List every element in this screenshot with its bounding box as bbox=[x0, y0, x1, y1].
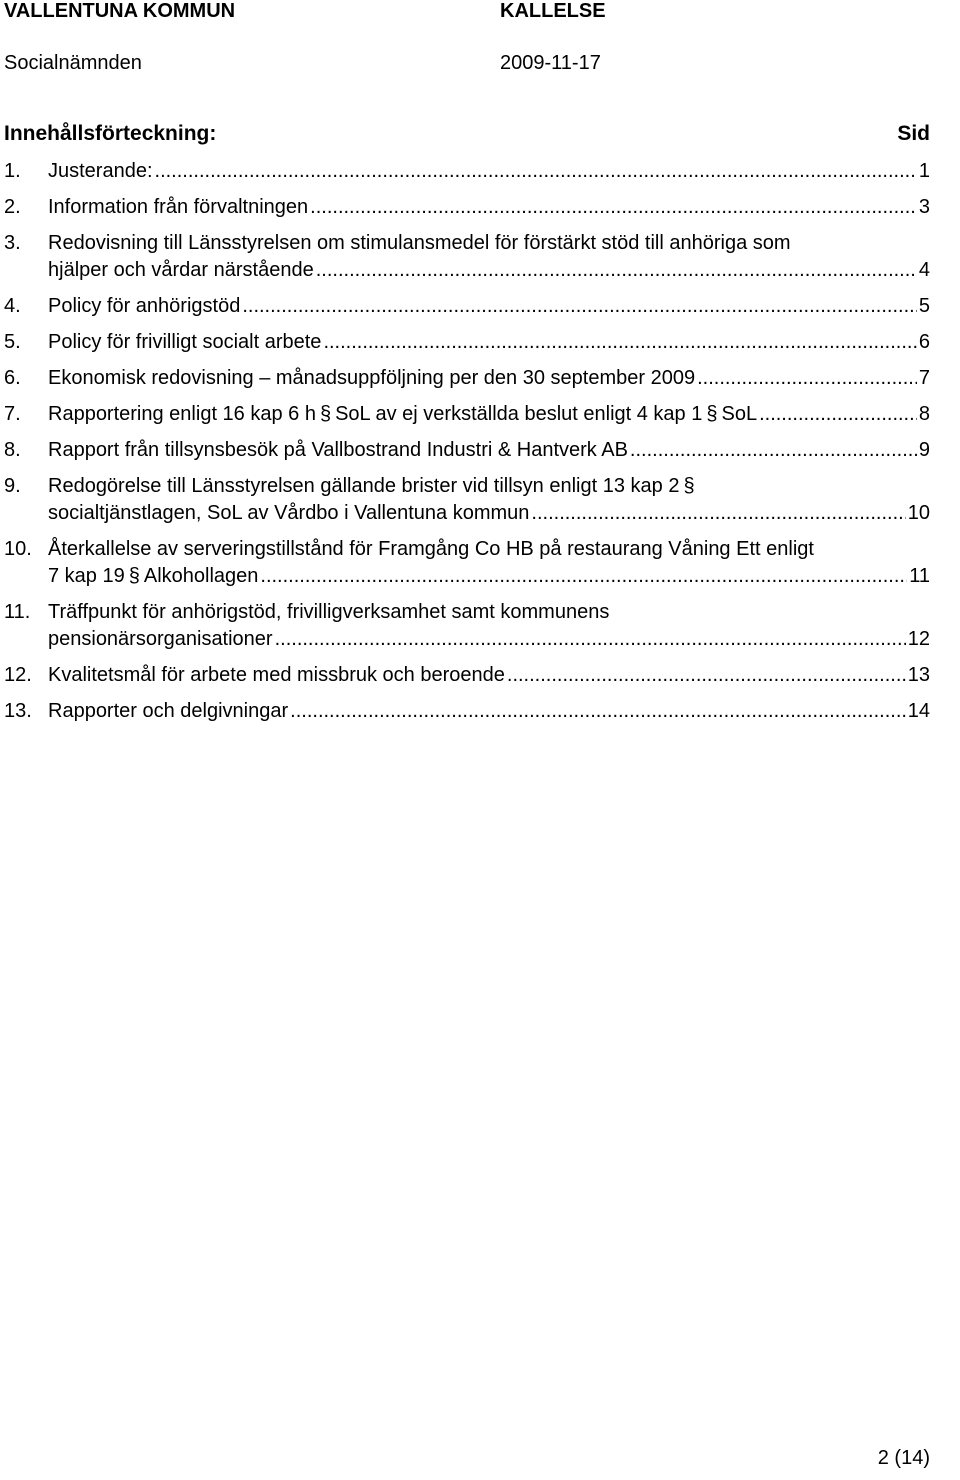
toc-entry-page: 9 bbox=[918, 439, 930, 461]
section-sign: § bbox=[128, 565, 140, 587]
toc-entry-page: 5 bbox=[918, 295, 930, 317]
toc-entry-title: Information från förvaltningen bbox=[48, 196, 309, 218]
dot-leader bbox=[290, 698, 906, 725]
section-sign: § bbox=[706, 403, 718, 425]
dot-leader bbox=[323, 329, 916, 356]
toc-entry-number: 13. bbox=[4, 700, 32, 722]
toc-entry-number: 6. bbox=[4, 367, 21, 389]
toc-entry-number: 2. bbox=[4, 196, 21, 218]
page-number: 2 (14) bbox=[877, 1447, 930, 1469]
toc-entry[interactable] bbox=[4, 473, 930, 527]
toc-entry-title-part: 7 kap 19 bbox=[48, 565, 125, 587]
board-name: Socialnämnden bbox=[4, 52, 142, 74]
toc-entry[interactable] bbox=[4, 194, 930, 221]
toc-entry[interactable] bbox=[4, 536, 930, 590]
toc-entry-page: 13 bbox=[907, 664, 930, 686]
toc-entry-number: 4. bbox=[4, 295, 21, 317]
toc-entry-title-cont bbox=[48, 563, 258, 590]
document-date: 2009-11-17 bbox=[500, 52, 601, 74]
toc-entry-title: Kvalitetsmål för arbete med missbruk och beroende bbox=[48, 664, 505, 686]
toc-entry-title-cont: socialtjänstlagen, SoL av Vårdbo i Vallentuna kommun bbox=[48, 502, 530, 524]
toc-entry-title: Justerande: bbox=[48, 160, 153, 182]
toc-entry-title-part: Rapportering enligt 16 kap 6 h bbox=[48, 403, 316, 425]
dot-leader bbox=[531, 500, 905, 527]
toc-entry-title bbox=[48, 401, 757, 428]
toc-entry[interactable] bbox=[4, 329, 930, 356]
dot-leader bbox=[759, 401, 917, 428]
toc-entry-number: 9. bbox=[4, 475, 21, 497]
toc-entry-page: 10 bbox=[907, 502, 930, 524]
toc-entry-number: 7. bbox=[4, 403, 21, 425]
section-sign: § bbox=[683, 475, 695, 497]
toc-entry[interactable] bbox=[4, 662, 930, 689]
toc-page-column-label: Sid bbox=[897, 122, 930, 145]
toc-entry-page: 4 bbox=[918, 259, 930, 281]
toc-entry-title: Återkallelse av serveringstillstånd för Framgång Co HB på restaurang Våning Ett enligt bbox=[48, 538, 814, 560]
table-of-contents bbox=[4, 158, 930, 734]
toc-entry-title: Träffpunkt för anhörigstöd, frivilligverksamhet samt kommunens bbox=[48, 601, 610, 623]
dot-leader bbox=[275, 626, 906, 653]
toc-entry-title-part: SoL av ej verkställda beslut enligt 4 kap 1 bbox=[335, 403, 703, 425]
toc-entry-title-cont: pensionärsorganisationer bbox=[48, 628, 273, 650]
toc-entry[interactable] bbox=[4, 158, 930, 185]
toc-entry-number: 12. bbox=[4, 664, 32, 686]
dot-leader bbox=[630, 437, 917, 464]
toc-entry-title-part: SoL bbox=[721, 403, 758, 425]
toc-entry-title-part: Alkohollagen bbox=[143, 565, 259, 587]
toc-entry-number: 10. bbox=[4, 538, 32, 560]
toc-entry[interactable] bbox=[4, 365, 930, 392]
toc-entry-number: 8. bbox=[4, 439, 21, 461]
toc-entry[interactable] bbox=[4, 437, 930, 464]
toc-entry-number: 1. bbox=[4, 160, 21, 182]
toc-entry-number: 11. bbox=[4, 601, 31, 623]
toc-entry-page: 12 bbox=[907, 628, 930, 650]
document-type: KALLELSE bbox=[500, 0, 606, 22]
dot-leader bbox=[260, 563, 907, 590]
toc-entry-page: 1 bbox=[918, 160, 930, 182]
dot-leader bbox=[697, 365, 917, 392]
toc-entry-title: Policy för frivilligt socialt arbete bbox=[48, 331, 322, 353]
dot-leader bbox=[507, 662, 906, 689]
toc-entry[interactable] bbox=[4, 293, 930, 320]
org-name: VALLENTUNA KOMMUN bbox=[4, 0, 236, 22]
toc-entry-page: 14 bbox=[907, 700, 930, 722]
toc-title: Innehållsförteckning: bbox=[4, 122, 217, 145]
toc-entry-page: 6 bbox=[918, 331, 930, 353]
section-sign: § bbox=[319, 403, 332, 425]
toc-entry-number: 5. bbox=[4, 331, 21, 353]
toc-entry-page: 8 bbox=[918, 403, 930, 425]
toc-entry[interactable] bbox=[4, 401, 930, 428]
toc-entry-number: 3. bbox=[4, 232, 21, 254]
toc-entry-title: Rapporter och delgivningar bbox=[48, 700, 289, 722]
toc-heading-row bbox=[4, 122, 930, 146]
toc-entry-page: 11 bbox=[909, 565, 930, 587]
toc-entry-page: 3 bbox=[918, 196, 930, 218]
toc-entry[interactable] bbox=[4, 230, 930, 284]
toc-entry-title: Policy för anhörigstöd bbox=[48, 295, 241, 317]
toc-entry-title: Rapport från tillsynsbesök på Vallbostrand Industri & Hantverk AB bbox=[48, 439, 628, 461]
dot-leader bbox=[155, 158, 917, 185]
toc-entry-title-cont: hjälper och vårdar närstående bbox=[48, 259, 314, 281]
dot-leader bbox=[310, 194, 917, 221]
toc-entry-title: Ekonomisk redovisning – månadsuppföljning per den 30 september 2009 bbox=[48, 367, 696, 389]
toc-entry-title: Redogörelse till Länsstyrelsen gällande brister vid tillsyn enligt 13 kap 2 bbox=[48, 475, 680, 497]
toc-entry[interactable] bbox=[4, 599, 930, 653]
toc-entry[interactable] bbox=[4, 698, 930, 725]
dot-leader bbox=[242, 293, 917, 320]
toc-entry-page: 7 bbox=[918, 367, 930, 389]
dot-leader bbox=[316, 257, 917, 284]
toc-entry-title: Redovisning till Länsstyrelsen om stimulansmedel för förstärkt stöd till anhöriga som bbox=[48, 232, 791, 254]
